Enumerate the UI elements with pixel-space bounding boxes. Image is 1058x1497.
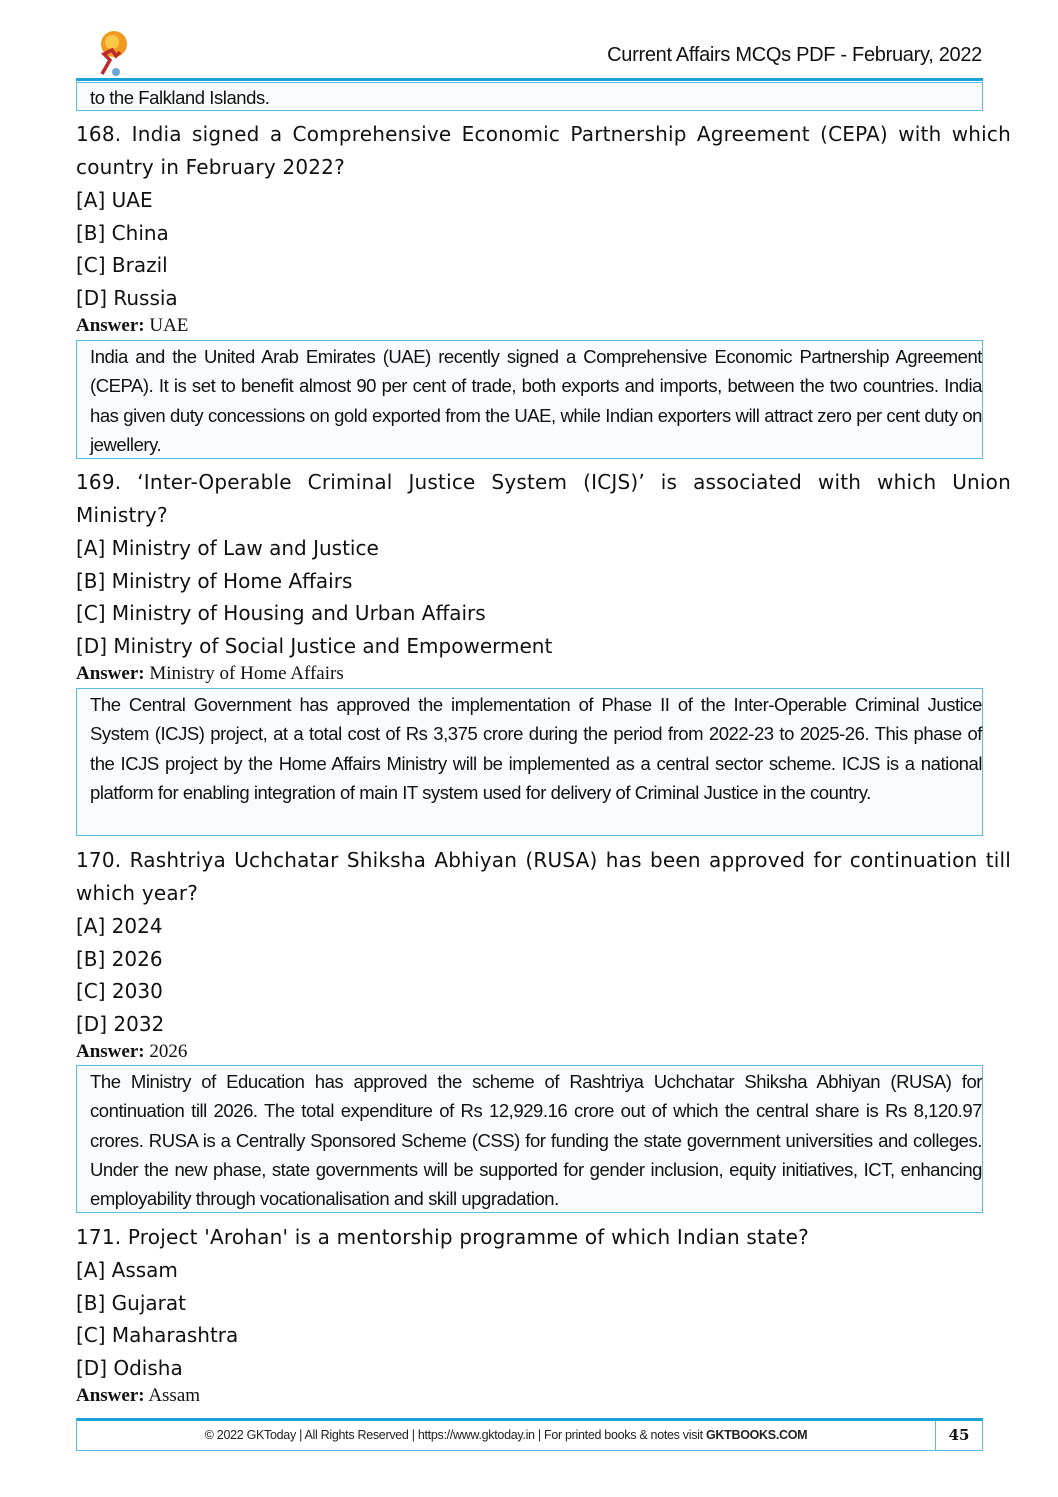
footer-text: [77, 1421, 935, 1450]
explanation-box-continued: [76, 82, 983, 111]
question-text: 171. Project 'Arohan' is a mentorship programme of which Indian state?: [76, 1225, 809, 1249]
question-168: [76, 118, 1011, 338]
answer-value: UAE: [149, 315, 189, 336]
option-c: [C] 2030: [76, 979, 163, 1003]
answer-value: Assam: [148, 1385, 201, 1406]
option-d: [D] Russia: [76, 285, 178, 310]
explanation-text: The Ministry of Education has approved the scheme of Rashtriya Uchchatar Shiksha Abhiyan (RUSA) for continuation till 2026. The total expenditure of Rs 12,929.16 crore out of which the central share is Rs 8,120.97 crores. RUSA is a Centrally Sponsored Scheme (CSS) for funding the state government universities and colleges. Under the new phase, state governments will be supported for gender inclusion, equity initiatives, ICT, enhancing employability through vocationalisation and skill upgradation.: [90, 1071, 982, 1210]
option-a: [A] UAE: [76, 188, 153, 212]
explanation-box: [76, 340, 983, 459]
option-c: [C] Ministry of Housing and Urban Affairs: [76, 601, 486, 625]
answer-line: [76, 1040, 1011, 1064]
explanation-box: [76, 1065, 983, 1213]
question-text: 168. India signed a Comprehensive Economic Partnership Agreement (CEPA) with which country in February 2022?: [76, 122, 1011, 179]
option-a: [A] Assam: [76, 1258, 178, 1282]
option-b: [B] 2026: [76, 946, 163, 971]
answer-value: Ministry of Home Affairs: [149, 663, 344, 684]
option-d: [D] 2032: [76, 1011, 165, 1036]
question-170: [76, 844, 1011, 1064]
explanation-text: to the Falkland Islands.: [90, 87, 270, 108]
option-b: [B] Ministry of Home Affairs: [76, 568, 353, 593]
option-a: [A] 2024: [76, 914, 163, 938]
option-c: [C] Brazil: [76, 253, 168, 277]
option-c: [C] Maharashtra: [76, 1323, 239, 1347]
answer-value: 2026: [149, 1041, 188, 1062]
answer-label: Answer:: [76, 1385, 145, 1406]
footer-brand-link[interactable]: GKTBOOKS.COM: [706, 1428, 808, 1442]
header-divider: [76, 78, 983, 81]
option-d: [D] Ministry of Social Justice and Empowerment: [76, 633, 553, 658]
answer-label: Answer:: [76, 1041, 145, 1062]
option-b: [B] Gujarat: [76, 1290, 186, 1315]
question-text: 169. ‘Inter-Operable Criminal Justice System (ICJS)’ is associated with which Union Ministry?: [76, 470, 1011, 527]
answer-label: Answer:: [76, 315, 145, 336]
option-d: [D] Odisha: [76, 1355, 183, 1380]
answer-label: Answer:: [76, 663, 145, 684]
gktoday-logo-icon: [92, 30, 132, 78]
header-title: Current Affairs MCQs PDF - February, 2022: [607, 44, 982, 66]
answer-line: [76, 1384, 1011, 1408]
footer-copyright: © 2022 GKToday | All Rights Reserved | https://www.gktoday.in | For printed books & notes visit: [204, 1428, 706, 1442]
question-169: [76, 466, 1011, 686]
explanation-text: India and the United Arab Emirates (UAE) recently signed a Comprehensive Economic Partnership Agreement (CEPA). It is set to benefit almost 90 per cent of trade, both exports and imports, between the two countries. India has given duty concessions on gold exported from the UAE, while Indian exporters will attract zero per cent duty on jewellery.: [90, 346, 982, 455]
page-footer: [76, 1418, 983, 1451]
question-171: [76, 1221, 1011, 1408]
question-text: 170. Rashtriya Uchchatar Shiksha Abhiyan (RUSA) has been approved for continuation till which year?: [76, 848, 1011, 905]
answer-line: [76, 662, 1011, 686]
answer-line: [76, 314, 1011, 338]
option-b: [B] China: [76, 220, 169, 245]
page-number: 45: [935, 1421, 982, 1450]
explanation-text: The Central Government has approved the implementation of Phase II of the Inter-Operable Criminal Justice System (ICJS) project, at a total cost of Rs 3,375 crore during the period from 2022-23 to 2025-26. This phase of the ICJS project by the Home Affairs Ministry will be implemented as a central sector scheme. ICJS is a national platform for enabling integration of main IT system used for delivery of Criminal Justice in the country.: [90, 694, 982, 803]
explanation-box: [76, 688, 983, 836]
option-a: [A] Ministry of Law and Justice: [76, 536, 379, 560]
